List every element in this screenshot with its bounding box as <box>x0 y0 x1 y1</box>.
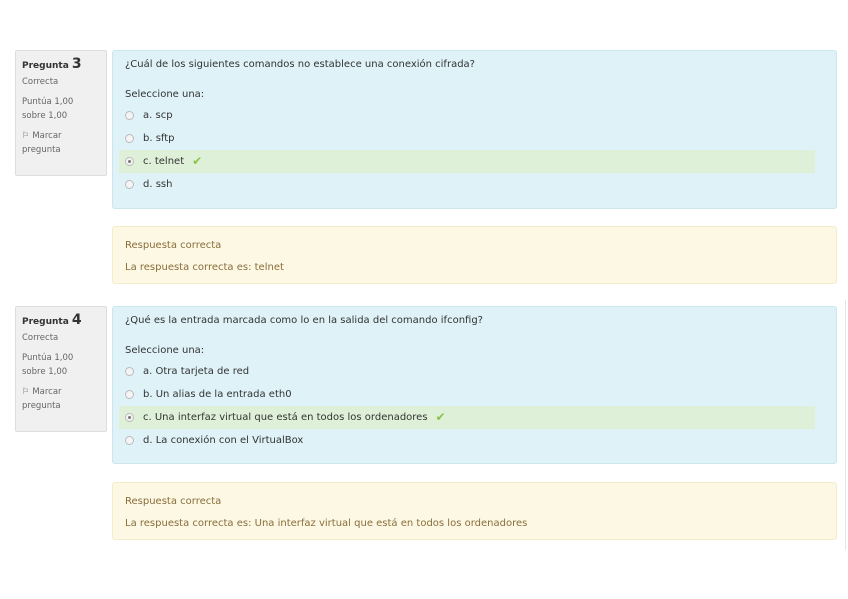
question-state: Correcta <box>22 333 59 343</box>
feedback-text: La respuesta correcta es: telnet <box>125 262 284 273</box>
radio-button[interactable] <box>125 413 134 422</box>
radio-button[interactable] <box>125 436 134 445</box>
answer-option[interactable] <box>119 150 815 173</box>
answer-option[interactable] <box>119 173 815 196</box>
score: Puntúa 1,00 sobre 1,00 <box>22 97 74 121</box>
question-box <box>112 50 837 209</box>
option-label: a. Otra tarjeta de red <box>143 366 250 377</box>
checkmark-icon: ✔ <box>192 154 203 168</box>
feedback-title: Respuesta correcta <box>125 240 222 251</box>
answer-option[interactable] <box>119 429 815 452</box>
option-label: b. Un alias de la entrada eth0 <box>143 389 292 400</box>
option-label: d. ssh <box>143 179 173 190</box>
score: Puntúa 1,00 sobre 1,00 <box>22 353 74 377</box>
feedback-box <box>112 226 837 284</box>
question-number: Pregunta 3 <box>22 56 82 72</box>
answer-option[interactable] <box>119 406 815 429</box>
radio-button[interactable] <box>125 134 134 143</box>
option-label: c. telnet <box>143 156 185 167</box>
option-label: c. Una interfaz virtual que está en todos los ordenadores <box>143 412 428 423</box>
answer-option[interactable] <box>119 360 815 383</box>
radio-button[interactable] <box>125 157 134 166</box>
select-prompt: Seleccione una: <box>125 89 205 100</box>
question-info <box>15 306 107 432</box>
flag-icon: ⚐ <box>22 387 30 397</box>
scrollbar-track <box>845 300 846 550</box>
option-label: a. scp <box>143 110 173 121</box>
select-prompt: Seleccione una: <box>125 345 205 356</box>
option-label: d. La conexión con el VirtualBox <box>143 435 304 446</box>
radio-button[interactable] <box>125 390 134 399</box>
answer-option[interactable] <box>119 104 815 127</box>
radio-button[interactable] <box>125 111 134 120</box>
answer-option[interactable] <box>119 383 815 406</box>
question-info <box>15 50 107 176</box>
flag-icon: ⚐ <box>22 131 30 141</box>
question-text: ¿Qué es la entrada marcada como lo en la salida del comando ifconfig? <box>125 315 483 326</box>
radio-button[interactable] <box>125 367 134 376</box>
question-number: Pregunta 4 <box>22 312 82 328</box>
flag-question-link[interactable]: ⚐ Marcar pregunta <box>22 387 62 411</box>
option-label: b. sftp <box>143 133 175 144</box>
feedback-title: Respuesta correcta <box>125 496 222 507</box>
question-box <box>112 306 837 464</box>
flag-question-link[interactable]: ⚐ Marcar pregunta <box>22 131 62 155</box>
checkmark-icon: ✔ <box>435 410 446 424</box>
feedback-box <box>112 482 837 540</box>
radio-button[interactable] <box>125 180 134 189</box>
answer-option[interactable] <box>119 127 815 150</box>
feedback-text: La respuesta correcta es: Una interfaz virtual que está en todos los ordenadores <box>125 518 528 529</box>
question-text: ¿Cuál de los siguientes comandos no establece una conexión cifrada? <box>125 59 475 70</box>
question-state: Correcta <box>22 77 59 87</box>
